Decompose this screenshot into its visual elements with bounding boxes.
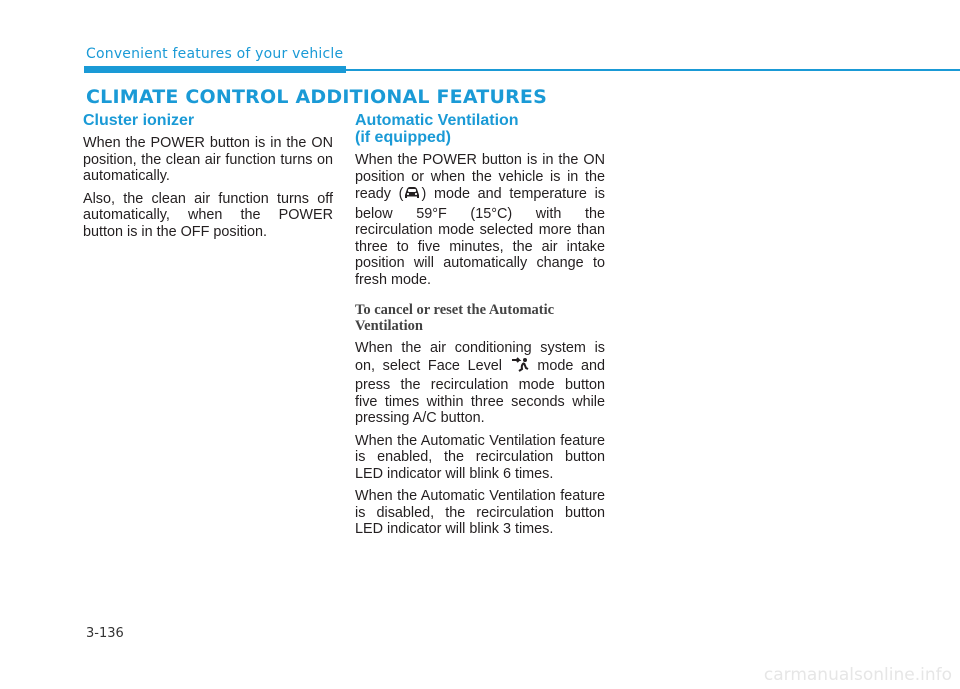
running-header: Convenient features of your vehicle bbox=[86, 46, 344, 62]
p2-text-a: When the air conditioning system is on, select Face Level bbox=[355, 340, 605, 374]
p1-text-a: When the POWER button is in the ON position or when the vehicle is in the ready ( bbox=[355, 152, 605, 202]
automatic-ventilation-paragraph-4: When the Automatic Ventilation feature is disabled, the recirculation button LED indicator will blink 3 times. bbox=[355, 488, 605, 537]
cancel-reset-subheading: To cancel or reset the Automatic Ventilation bbox=[355, 302, 555, 334]
cluster-ionizer-heading: Cluster ionizer bbox=[83, 112, 195, 129]
ready-car-icon bbox=[403, 185, 421, 206]
automatic-ventilation-heading bbox=[355, 112, 605, 146]
page-number: 3-136 bbox=[86, 626, 124, 641]
face-level-icon bbox=[510, 357, 530, 378]
p2-text-b: mode and press the recirculation mode button five times within three seconds while pressing A/C button. bbox=[355, 357, 605, 426]
automatic-ventilation-paragraph-3: When the Automatic Ventilation feature is enabled, the recirculation button LED indicator will blink 6 times. bbox=[355, 432, 605, 482]
automatic-ventilation-paragraph-1 bbox=[355, 152, 605, 288]
heading-line-2: (if equipped) bbox=[355, 129, 451, 146]
right-column bbox=[355, 112, 605, 544]
section-title: CLIMATE CONTROL ADDITIONAL FEATURES bbox=[86, 86, 547, 108]
cluster-ionizer-paragraph-2: Also, the clean air function turns off automatically, when the POWER button is in the OFF position. bbox=[83, 190, 333, 240]
p1-text-b: ) mode and temperature is below 59°F (15°C) with the recirculation mode selected more than three to five minutes, the air intake position will automatically change to fresh mode. bbox=[355, 186, 605, 288]
watermark: carmanualsonline.info bbox=[763, 665, 952, 685]
header-bar-thick bbox=[84, 66, 346, 73]
heading-line-1: Automatic Ventilation bbox=[355, 112, 519, 129]
cluster-ionizer-paragraph-1: When the POWER button is in the ON position, the clean air function turns on automatically. bbox=[83, 135, 333, 184]
automatic-ventilation-paragraph-2 bbox=[355, 340, 605, 427]
left-column bbox=[83, 112, 333, 246]
header-bar-thin bbox=[346, 69, 960, 71]
